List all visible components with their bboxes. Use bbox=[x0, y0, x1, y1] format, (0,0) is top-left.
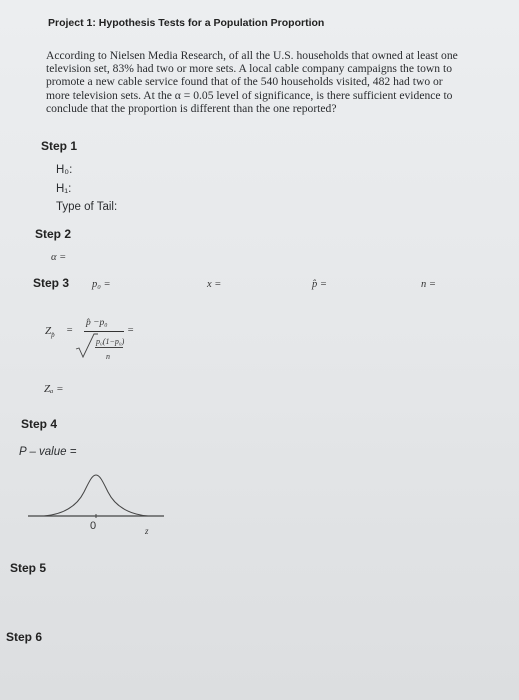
z-critical-label: Zₐ = bbox=[44, 383, 64, 395]
phat-label: p̂ = bbox=[312, 279, 327, 290]
z-stat-symbol: $Z_{p̂}$ bbox=[45, 325, 55, 340]
alt-hypothesis-label: H₁: bbox=[56, 183, 72, 195]
step-1-label: Step 1 bbox=[41, 139, 78, 153]
alpha-label: α = bbox=[51, 252, 67, 263]
z-equals-sign: = bbox=[66, 325, 74, 336]
step-3-label: Step 3 bbox=[33, 276, 70, 290]
null-hypothesis-label: H₀: bbox=[56, 164, 73, 176]
problem-line: television set, 83% had two or more sets. A local cable company campaigns the town to bbox=[46, 62, 453, 76]
bell-curve bbox=[44, 475, 148, 516]
step-2-label: Step 2 bbox=[35, 227, 72, 241]
x-label: x = bbox=[207, 279, 222, 290]
z-denominator-numerator: p₀(1−p₀) bbox=[96, 337, 125, 346]
z-numerator: p̂ −p₀ bbox=[86, 318, 108, 328]
z-denominator-n: n bbox=[106, 352, 110, 361]
p-value-label: P – value = bbox=[19, 446, 77, 458]
z-stat-subscript: p̂ bbox=[51, 331, 55, 340]
problem-line: According to Nielsen Media Research, of all the U.S. households that owned at least one bbox=[46, 49, 458, 62]
fraction-bar bbox=[84, 331, 124, 332]
graph-z-label: z bbox=[145, 526, 149, 536]
problem-line: promote a new cable service found that of the 540 households visited, 482 had two or bbox=[46, 75, 443, 89]
step-5-label: Step 5 bbox=[10, 561, 47, 575]
page-title: Project 1: Hypothesis Tests for a Population Proportion bbox=[48, 17, 325, 29]
sqrt-sign-icon bbox=[74, 333, 98, 359]
normal-curve-graph bbox=[26, 470, 166, 520]
n-label: n = bbox=[421, 279, 436, 290]
problem-statement bbox=[46, 49, 512, 115]
problem-line: conclude that the proportion is different than the one reported? bbox=[46, 101, 337, 115]
graph-zero-label: 0 bbox=[90, 520, 97, 532]
z-result-equals-sign: = bbox=[127, 325, 135, 336]
denominator-fraction-bar bbox=[95, 347, 123, 348]
tail-type-label: Type of Tail: bbox=[56, 201, 118, 213]
p0-label: p₀ = bbox=[92, 279, 111, 290]
problem-line: more television sets. At the α = 0.05 level of significance, is there sufficient evidence to bbox=[46, 88, 453, 102]
step-4-label: Step 4 bbox=[21, 417, 58, 431]
step-6-label: Step 6 bbox=[6, 630, 43, 644]
